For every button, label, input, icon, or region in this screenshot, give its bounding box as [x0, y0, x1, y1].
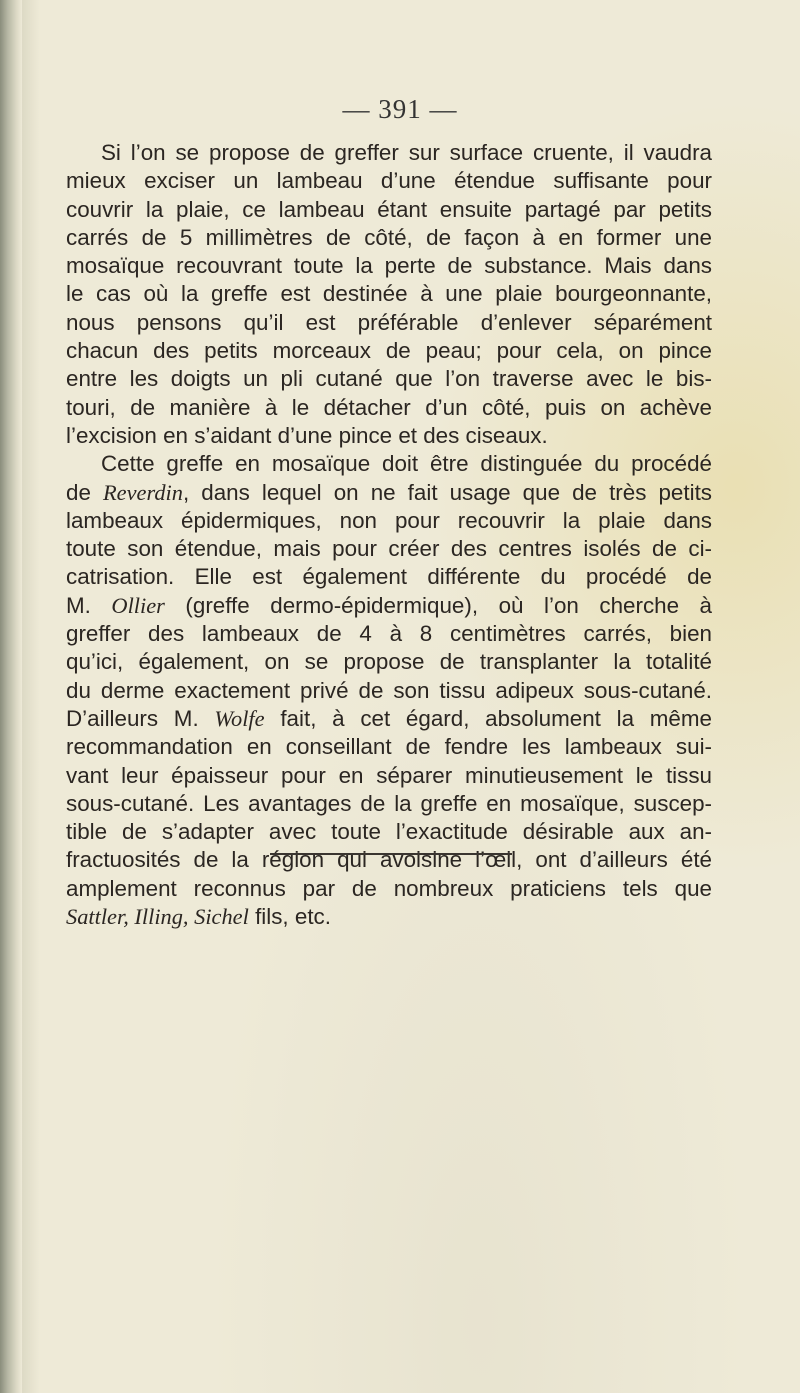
text-line: [66, 733, 712, 761]
text-line: [66, 563, 712, 591]
text-run: de: [66, 479, 103, 505]
text-line: [66, 705, 712, 733]
body-text: [66, 139, 712, 931]
text-run: recommandation en conseillant de fendre les lambeaux sui-: [66, 734, 712, 760]
text-line: [66, 648, 712, 676]
text-run: fractuosités de la région qui avoisine l’œil, ont d’ailleurs été: [66, 847, 712, 873]
text-line: [66, 280, 712, 308]
text-run: le cas où la greffe est destinée à une plaie bourgeonnante,: [66, 281, 712, 307]
section-rule: [270, 853, 512, 855]
text-line: [66, 365, 712, 393]
text-run: amplement reconnus par de nombreux praticiens tels que: [66, 875, 712, 901]
text-run: , dans lequel on ne fait usage que de très petits: [182, 479, 712, 505]
text-run: Cette greffe en mosaïque doit être distinguée du procédé: [101, 451, 712, 477]
text-run: couvrir la plaie, ce lambeau étant ensuite partagé par petits: [66, 196, 712, 222]
page-gutter: [0, 0, 22, 1393]
text-run: toute son étendue, mais pour créer des centres isolés de ci-: [66, 536, 712, 562]
text-line: [66, 818, 712, 846]
text-run: D’ailleurs M.: [66, 705, 215, 731]
text-run: M.: [66, 592, 112, 618]
text-line: [66, 394, 712, 422]
text-run: catrisation. Elle est également différente du procédé de: [66, 564, 712, 590]
text-run: mieux exciser un lambeau d’une étendue suffisante pour: [66, 168, 712, 194]
text-line: [66, 790, 712, 818]
text-line: [66, 252, 712, 280]
text-run: qu’ici, également, on se propose de transplanter la totalité: [66, 649, 712, 675]
text-line: [66, 450, 712, 478]
text-run: greffer des lambeaux de 4 à 8 centimètres carrés, bien: [66, 621, 712, 647]
text-line: [66, 535, 712, 563]
text-line: [66, 309, 712, 337]
text-run: l’excision en s’aidant d’une pince et des ciseaux.: [66, 422, 548, 448]
text-run: entre les doigts un pli cutané que l’on traverse avec le bis-: [66, 366, 712, 392]
text-run: lambeaux épidermiques, non pour recouvrir la plaie dans: [66, 507, 712, 533]
text-run: chacun des petits morceaux de peau; pour cela, on pince: [66, 338, 712, 364]
italic-name: Reverdin: [102, 479, 183, 505]
text-run: tible de s’adapter avec toute l’exactitude désirable aux an-: [66, 819, 712, 845]
text-run: fils, etc.: [248, 904, 331, 930]
text-line: [66, 677, 712, 705]
text-line: [66, 139, 712, 167]
page-number: — 391 —: [342, 94, 458, 124]
text-line: [66, 903, 712, 931]
gutter-shadow: [22, 0, 40, 1393]
text-run: carrés de 5 millimètres de côté, de façon à en former une: [66, 224, 712, 250]
text-run: (greffe dermo-épidermique), où l’on cherche à: [164, 592, 713, 618]
text-run: du derme exactement privé de son tissu adipeux sous-cutané.: [66, 677, 712, 703]
text-line: [66, 846, 712, 874]
text-run: nous pensons qu’il est préférable d’enlever séparément: [66, 309, 712, 335]
text-run: touri, de manière à le détacher d’un côté, puis on achève: [66, 394, 712, 420]
text-line: [66, 507, 712, 535]
text-line: [66, 620, 712, 648]
text-run: vant leur épaisseur pour en séparer minutieusement le tissu: [66, 762, 712, 788]
text-line: [66, 479, 712, 507]
italic-name: Wolfe: [214, 705, 265, 731]
text-line: [66, 224, 712, 252]
text-run: Si l’on se propose de greffer sur surface cruente, il vaudra: [101, 140, 712, 165]
text-line: [66, 762, 712, 790]
text-line: [66, 196, 712, 224]
text-run: sous-cutané. Les avantages de la greffe en mosaïque, suscep-: [66, 790, 712, 816]
text-line: [66, 167, 712, 195]
text-run: fait, à cet égard, absolument la même: [264, 705, 712, 731]
text-line: [66, 337, 712, 365]
italic-name: Sattler, Illing, Sichel: [66, 904, 249, 930]
text-run: mosaïque recouvrant toute la perte de substance. Mais dans: [66, 253, 712, 279]
text-line: [66, 592, 712, 620]
text-line: [66, 875, 712, 903]
text-line: [66, 422, 712, 450]
italic-name: Ollier: [111, 592, 165, 618]
